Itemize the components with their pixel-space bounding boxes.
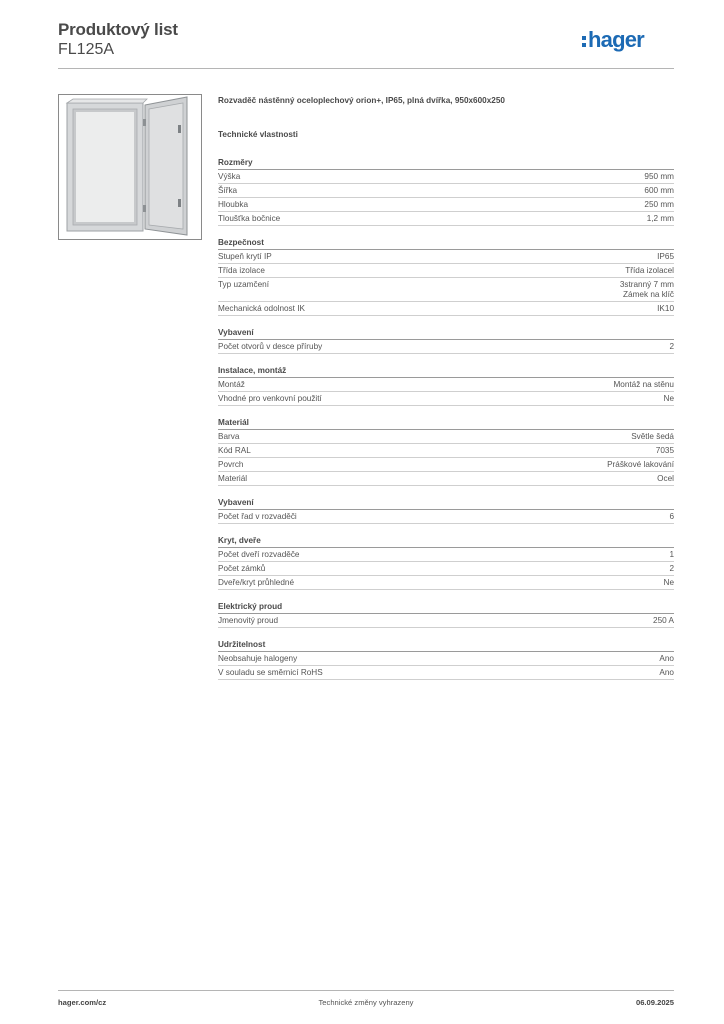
spec-section [218,639,674,680]
spec-value [613,380,674,390]
spec-value [669,342,674,352]
header-divider [58,68,674,69]
product-content [218,95,674,680]
spec-value [659,668,674,678]
spec-label: Vhodné pro venkovní použití [218,394,322,403]
spec-label: Typ uzamčení [218,280,269,289]
spec-value-line: Ne [663,394,674,403]
footer-divider [58,990,674,991]
spec-value [656,446,674,456]
section-title: Vybavení [218,497,674,510]
spec-value-line: Ne [663,578,674,587]
section-title: Udržitelnost [218,639,674,652]
spec-value [669,550,674,560]
spec-value [657,474,674,484]
spec-row [218,666,674,680]
spec-value-line: 2 [669,342,674,351]
spec-value-line: 7035 [655,446,674,455]
spec-row [218,562,674,576]
spec-value-line: 6 [669,512,674,521]
spec-value-line: Světle šedá [631,432,674,441]
hager-logo [582,27,672,55]
footer-date: 06.09.2025 [635,998,674,1007]
footer-website[interactable]: hager.com/cz [58,998,107,1007]
spec-section [218,535,674,590]
spec-label: Povrch [218,460,244,469]
spec-label: Montáž [218,380,245,389]
spec-value-line: Montáž na stěnu [613,380,674,389]
spec-value-line: 250 A [653,616,674,625]
spec-value-line: 1 [669,550,674,559]
spec-row [218,576,674,590]
spec-label: Kód RAL [218,446,251,455]
spec-section [218,237,674,316]
spec-section [218,157,674,226]
spec-row [218,444,674,458]
spec-label: Počet otvorů v desce příruby [218,342,323,351]
spec-row [218,264,674,278]
spec-section [218,327,674,354]
spec-value [653,616,674,626]
product-image [58,94,202,240]
spec-section [218,497,674,524]
page-header [58,20,674,70]
spec-value-line: 1,2 mm [646,214,674,223]
spec-row [218,652,674,666]
spec-label: Výška [218,172,241,181]
spec-value [657,304,674,314]
spec-value [659,654,674,664]
spec-label: Tloušťka bočnice [218,214,281,223]
spec-label: Neobsahuje halogeny [218,654,298,663]
spec-row [218,198,674,212]
spec-section [218,417,674,486]
section-title: Vybavení [218,327,674,340]
spec-value [644,172,674,182]
spec-value-line: Zámek na klíč [623,290,674,299]
spec-value [664,394,674,404]
spec-row [218,614,674,628]
spec-row [218,184,674,198]
spec-value-line: IP65 [657,252,674,261]
spec-sections [218,157,674,680]
spec-label: V souladu se směrnicí RoHS [218,668,323,677]
spec-value [664,578,674,588]
section-title: Instalace, montáž [218,365,674,378]
spec-label: Barva [218,432,240,441]
spec-row [218,250,674,264]
spec-row [218,302,674,316]
spec-value-line: Práškové lakování [607,460,674,469]
spec-value-line: Ocel [657,474,674,483]
spec-value-line: Ano [659,654,674,663]
spec-value [620,280,674,300]
spec-value [647,214,674,224]
spec-label: Materiál [218,474,248,483]
spec-row [218,392,674,406]
spec-row [218,278,674,302]
spec-value [644,200,674,210]
spec-section [218,365,674,406]
spec-section [218,601,674,628]
spec-value-line: Ano [659,668,674,677]
section-title: Materiál [218,417,674,430]
section-title: Rozměry [218,157,674,170]
section-title: Kryt, dveře [218,535,674,548]
spec-value-line: 600 mm [644,186,674,195]
spec-value-line: 950 mm [644,172,674,181]
footer-notice: Technické změny vyhrazeny [318,998,414,1007]
spec-label: Šířka [218,186,238,195]
spec-label: Počet zámků [218,564,266,573]
section-title: Elektrický proud [218,601,674,614]
spec-row [218,430,674,444]
spec-value [657,252,674,262]
spec-row [218,458,674,472]
spec-row [218,472,674,486]
spec-value-line: 2 [669,564,674,573]
spec-row [218,548,674,562]
spec-label: Mechanická odolnost IK [218,304,305,313]
svg-text:hager: hager [588,27,644,52]
spec-label: Počet řad v rozvaděči [218,512,297,521]
spec-value [669,564,674,574]
spec-row [218,378,674,392]
spec-value-line: 250 mm [644,200,674,209]
spec-value [669,512,674,522]
spec-row [218,340,674,354]
spec-row [218,212,674,226]
spec-value [625,266,674,276]
spec-value-line: IK10 [657,304,674,313]
spec-label: Dveře/kryt průhledné [218,578,294,587]
page-title: Produktový list [58,20,178,39]
spec-value [607,460,674,470]
spec-label: Třída izolace [218,266,265,275]
spec-value [644,186,674,196]
spec-value-line: 3stranný 7 mm [619,280,674,289]
spec-label: Počet dveří rozvaděče [218,550,300,559]
spec-value-line: Třída izolacel [625,266,674,275]
product-code: FL125A [58,41,115,58]
spec-label: Stupeň krytí IP [218,252,272,261]
spec-row [218,510,674,524]
spec-label: Jmenovitý proud [218,616,279,625]
product-description: Rozvaděč nástěnný oceloplechový orion+, IP65, plná dvířka, 950x600x250 [218,96,505,105]
spec-label: Hloubka [218,200,249,209]
spec-value [631,432,674,442]
technical-properties-title: Technické vlastnosti [218,130,298,139]
spec-row [218,170,674,184]
section-title: Bezpečnost [218,237,674,250]
